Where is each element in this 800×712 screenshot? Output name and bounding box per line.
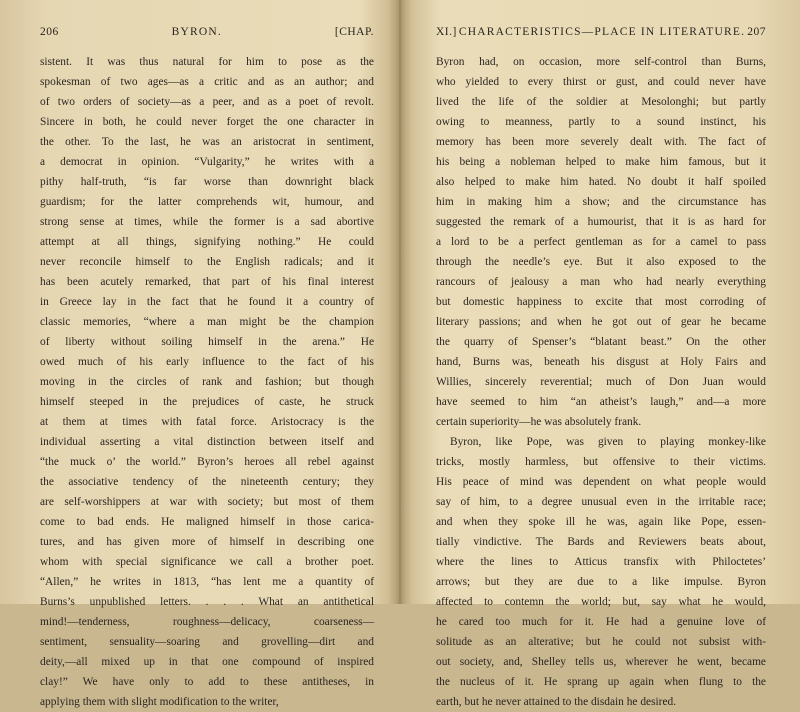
text-line: “the muck o’ the world.” Byron’s heroes all rebel against [40,456,374,468]
text-line: Byron, like Pope, was given to playing monkey-like [450,436,766,448]
text-line: clay!” We have only to add to these antitheses, in [40,676,374,688]
text-line: the nucleus of it. He sprang up again when flung to the [436,676,766,688]
text-line: also helped to make him hated. No doubt it half spoiled [436,176,766,188]
text-line: tricks, mostly harmless, but offensive to their victims. [436,456,766,468]
text-line: through the needle’s eye. But it also exposed to the [436,256,766,268]
text-line: where the lines to Atticus transfix with Philoctetes’ [436,556,766,568]
text-line: literary passions; and when he got out of gear he became [436,316,766,328]
text-line: the other. To the last, he was an aristocrat in sentiment, [40,136,374,148]
right-chapter-mark: XI.] [436,26,457,38]
text-line: a lord to be a perfect gentleman as for a camel to pass [436,236,766,248]
text-line: rancours of jealousy a man who had nearly everything [436,276,766,288]
text-line: tures, and has given more of himself in describing one [40,536,374,548]
text-line: come to bad ends. He maligned himself in those carica- [40,516,374,528]
text-line: applying them with slight modification to the writer, [40,696,279,708]
text-line: guardism; for the latter comprehends wit, humour, and [40,196,374,208]
text-line: sistent. It was thus natural for him to pose as the [40,56,374,68]
right-page-number: 207 [747,26,766,38]
text-line: the quarry of Spenser’s “blatant beast.” On the other [436,336,766,348]
paragraph [436,52,766,432]
text-line: His peace of mind was dependent on what people would [436,476,766,488]
text-line: tially vindictive. The Bards and Reviewers beats about, [436,536,766,548]
text-line: and when they spoke ill he was, again like Pope, essen- [436,516,766,528]
text-line: earth, but he never attained to the disdain he desired. [436,696,677,708]
left-page-number: 206 [40,26,59,38]
text-line: deity,—all mixed up in that one compound of inspired [40,656,374,668]
text-line: who yielded to every thirst or gust, and could never have [436,76,766,88]
text-line: moving in the circles of rank and fashion; but though [40,376,374,388]
text-line: at them at times with fatal force. Aristocracy is the [40,416,374,428]
text-line: of two orders of society—as a peer, and as a poet of revolt. [40,96,374,108]
text-line: Byron had, on occasion, more self-control than Burns, [436,56,766,68]
right-running-head [436,26,766,48]
text-line: mind!—tenderness, roughness—delicacy, coarseness— [40,616,374,628]
right-running-title: CHARACTERISTICS—PLACE IN LITERATURE. [458,26,746,38]
text-line: owing to meanness, partly to a sound instinct, his [436,116,766,128]
text-line: individual asserting a vital distinction between itself and [40,436,374,448]
text-line: never reconcile himself to the English radicals; and it [40,256,374,268]
left-chapter-mark: [CHAP. [334,26,374,38]
text-line: Sincere in both, he could never forget the one character in [40,116,374,128]
text-line: a democrat in opinion. “Vulgarity,” he writes with a [40,156,374,168]
text-line: he cared too much for it. He had a genuine love of [436,616,766,628]
text-line: of liberty without soiling himself in the arena.” He [40,336,374,348]
text-line: say of him, to a degree unusual even in the irritable race; [436,496,766,508]
text-line: arrows; but they are due to a like impulse. Byron [436,576,766,588]
text-line: himself steeped in the prejudices of caste, he struck [40,396,374,408]
right-page-text [436,52,766,712]
text-line: affected to contemn the world; but, say what he would, [436,596,766,608]
text-line: owed much of his early influence to the fact of his [40,356,374,368]
text-line: Willies, sincerely reverential; much of Don Juan would [436,376,766,388]
right-page [400,0,800,708]
paragraph [436,432,766,712]
text-line: suggested the remark of a humourist, that it is as hard for [436,216,766,228]
text-line: memory has been more severely dealt with. The fact of [436,136,766,148]
text-line: out society, and, Shelley tells us, wherever he went, became [436,656,766,668]
left-page [0,0,400,708]
text-line: have seemed to him “an atheist’s laugh,” and—a more [436,396,766,408]
text-line: his being a nobleman helped to make him famous, but it [436,156,766,168]
left-page-text [40,52,374,712]
left-running-title: BYRON. [171,26,222,38]
text-line: certain superiority—he was absolutely frank. [436,416,642,428]
text-line: the associative tendency of the nineteenth century; they [40,476,374,488]
text-line: whom with special significance we call a brother poet. [40,556,374,568]
text-line: classic memories, “where a man might be the champion [40,316,374,328]
text-line: lived the life of the soldier at Mesolonghi; but partly [436,96,766,108]
text-line: strong sense at times, while the former is a sad abortive [40,216,374,228]
text-line: attempt at all things, signifying nothing.” He could [40,236,374,248]
text-line: are self-worshippers at war with society; but most of them [40,496,374,508]
text-line: pithy half-truth, “is far worse than downright black [40,176,374,188]
text-line: has been acutely remarked, that part of his final interest [40,276,374,288]
text-line: solitude as an alterative; but he could not subsist with- [436,636,766,648]
text-line: hand, Burns was, beneath his disgust at Holy Fairs and [436,356,766,368]
text-line: spokesman of two ages—as a critic and as an author; and [40,76,374,88]
text-line: “Allen,” he writes in 1813, “has lent me a quantity of [40,576,374,588]
text-line: Burns’s unpublished letters. . . . What an antithetical [40,596,374,608]
left-running-head [40,26,374,48]
text-line: sentiment, sensuality—soaring and grovelling—dirt and [40,636,374,648]
text-line: in Greece lay in the fact that he found it a country of [40,296,374,308]
text-line: but domestic happiness to excite that most corroding of [436,296,766,308]
text-line: him in making him a show; and the circumstance has [436,196,766,208]
